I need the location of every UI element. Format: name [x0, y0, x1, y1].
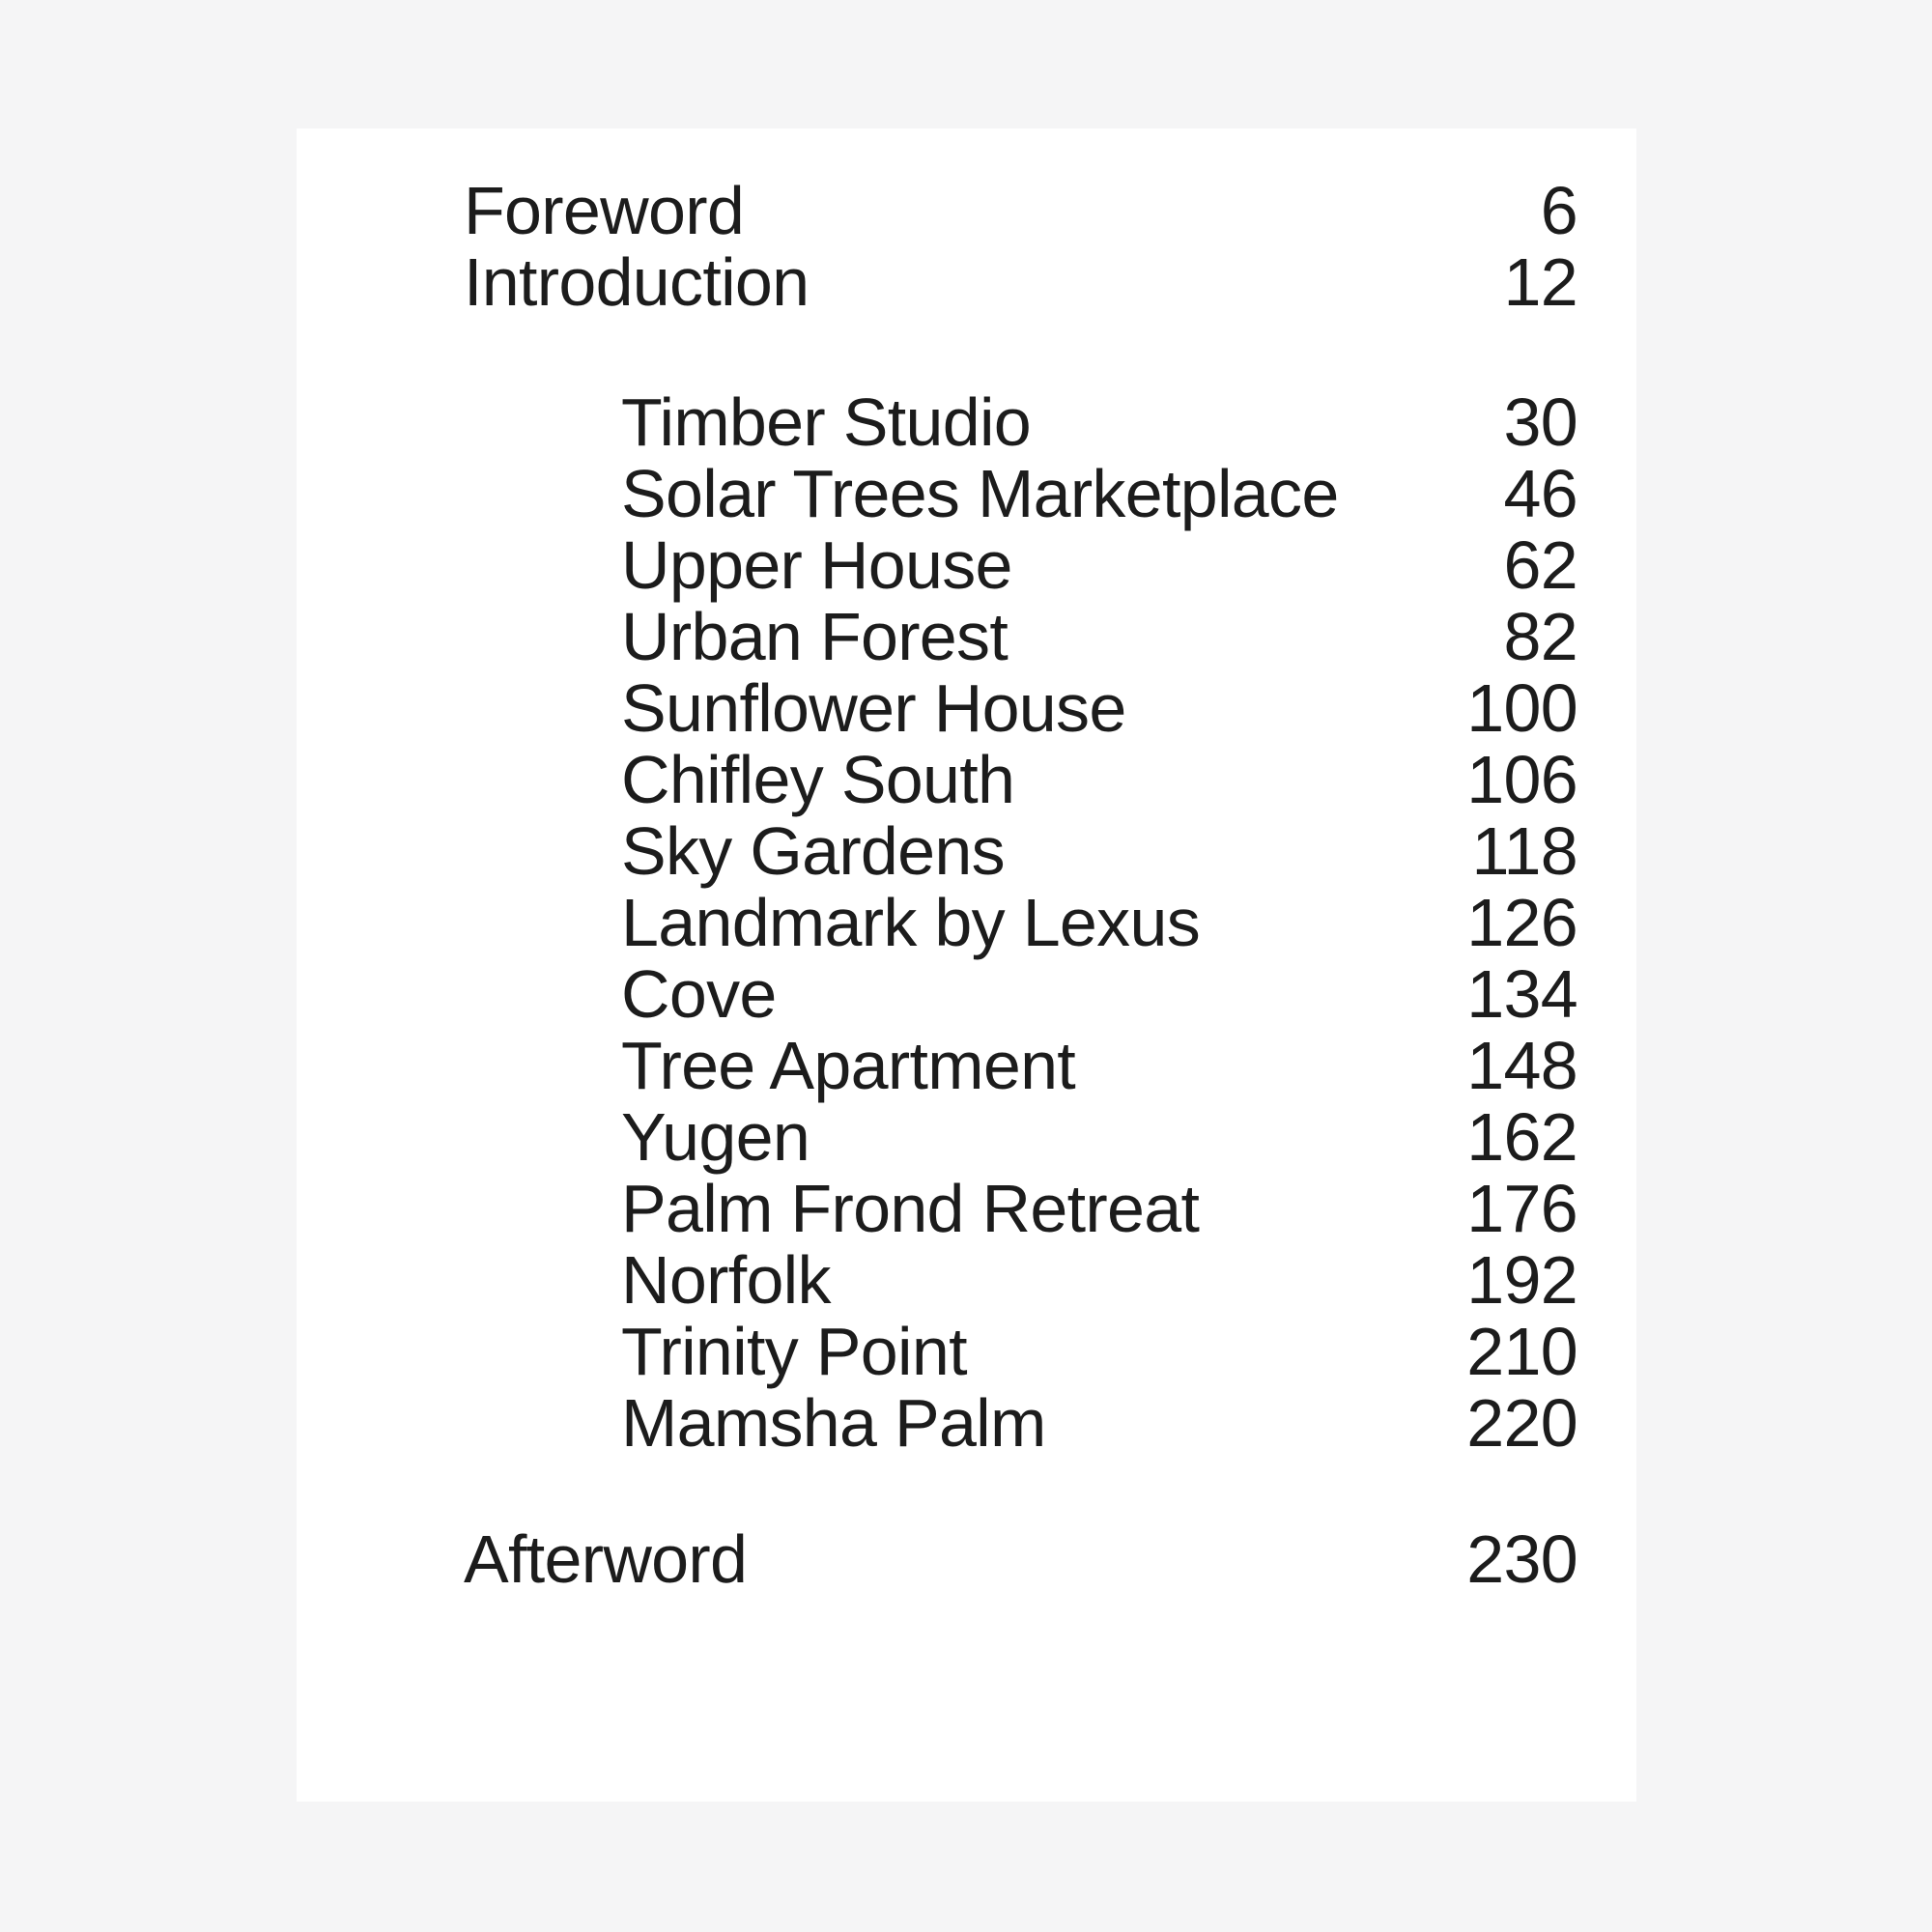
toc-entry-page-number: 134 — [1466, 956, 1577, 1032]
toc-row-palm-frond-retreat — [464, 1173, 1577, 1244]
toc-row-tree-apartment — [464, 1030, 1577, 1101]
toc-row-landmark-by-lexus — [464, 887, 1577, 958]
toc-entry-page-number: 210 — [1466, 1314, 1577, 1389]
toc-entry-label: Norfolk — [621, 1242, 831, 1318]
projects-section — [464, 386, 1577, 1459]
toc-page — [297, 128, 1636, 1802]
toc-entry-page-number: 12 — [1503, 244, 1577, 320]
toc-entry-label: Palm Frond Retreat — [621, 1171, 1200, 1246]
toc-row-yugen — [464, 1101, 1577, 1173]
toc-entry-page-number: 220 — [1466, 1385, 1577, 1461]
toc-row-sky-gardens — [464, 815, 1577, 887]
toc-entry-page-number: 192 — [1466, 1242, 1577, 1318]
toc-entry-page-number: 126 — [1466, 885, 1577, 960]
toc-entry-label: Upper House — [621, 527, 1012, 603]
toc-entry-label: Yugen — [621, 1099, 810, 1175]
toc-row-timber-studio — [464, 386, 1577, 458]
toc-entry-page-number: 148 — [1466, 1028, 1577, 1103]
toc-entry-label: Introduction — [464, 244, 810, 320]
back-matter-section — [464, 1523, 1577, 1595]
front-matter-section — [464, 175, 1577, 318]
toc-entry-label: Sky Gardens — [621, 813, 1005, 889]
toc-entry-page-number: 62 — [1503, 527, 1577, 603]
toc-row-chifley-south — [464, 744, 1577, 815]
toc-entry-page-number: 118 — [1471, 813, 1577, 889]
toc-entry-page-number: 6 — [1540, 173, 1577, 248]
toc-entry-page-number: 82 — [1503, 599, 1577, 674]
toc-entry-label: Solar Trees Marketplace — [621, 456, 1339, 531]
toc-row-urban-forest — [464, 601, 1577, 672]
toc-row-upper-house — [464, 529, 1577, 601]
toc-row-trinity-point — [464, 1316, 1577, 1387]
toc-entry-page-number: 176 — [1466, 1171, 1577, 1246]
toc-entry-label: Cove — [621, 956, 777, 1032]
toc-row-sunflower-house — [464, 672, 1577, 744]
toc-entry-label: Chifley South — [621, 742, 1015, 817]
toc-row-afterword — [464, 1523, 1577, 1595]
toc-entry-label: Landmark by Lexus — [621, 885, 1200, 960]
toc-entry-page-number: 162 — [1466, 1099, 1577, 1175]
toc-entry-label: Afterword — [464, 1521, 748, 1597]
toc-entry-label: Trinity Point — [621, 1314, 967, 1389]
toc-entry-label: Mamsha Palm — [621, 1385, 1046, 1461]
toc-row-foreword — [464, 175, 1577, 246]
toc-entry-page-number: 46 — [1503, 456, 1577, 531]
toc-entry-label: Tree Apartment — [621, 1028, 1076, 1103]
toc-row-mamsha-palm — [464, 1387, 1577, 1459]
toc-row-solar-trees-marketplace — [464, 458, 1577, 529]
toc-entry-page-number: 106 — [1466, 742, 1577, 817]
toc-entry-page-number: 30 — [1503, 384, 1577, 460]
toc-entry-label: Foreword — [464, 173, 745, 248]
toc-row-introduction — [464, 246, 1577, 318]
toc-entry-page-number: 230 — [1466, 1521, 1577, 1597]
toc-entry-label: Urban Forest — [621, 599, 1009, 674]
toc-row-cove — [464, 958, 1577, 1030]
toc-row-norfolk — [464, 1244, 1577, 1316]
toc-entry-label: Timber Studio — [621, 384, 1032, 460]
toc-entry-page-number: 100 — [1466, 670, 1577, 746]
toc-entry-label: Sunflower House — [621, 670, 1126, 746]
